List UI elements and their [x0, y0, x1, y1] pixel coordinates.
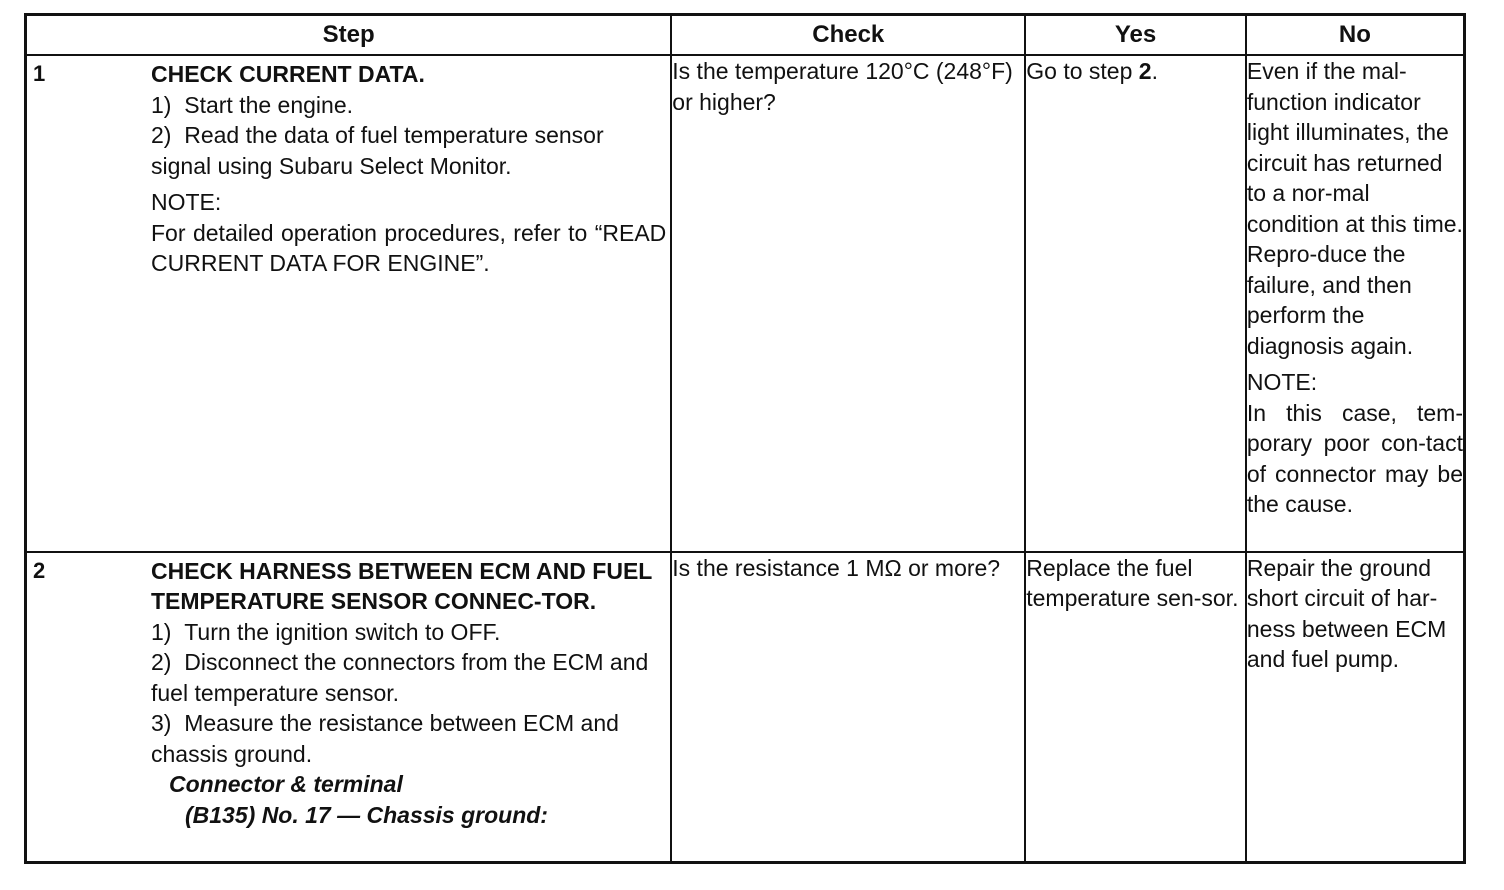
no-action: Even if the mal-function indicator light illuminates, the circuit has returned to a nor-mal condition at this time. Repro-duce the failure, and then perform the diagnosis again. [1246, 58, 1463, 359]
yes-suffix: . [1151, 58, 1158, 84]
check-question: Is the resistance 1 MΩ or more? [672, 554, 1001, 581]
step-number: 1 [33, 61, 46, 86]
yes-action: Replace the fuel temperature sen-sor. [1026, 554, 1239, 612]
step-instruction: 3) Measure the resistance between ECM and chassis ground. [151, 710, 619, 767]
connector-value: (B135) No. 17 — Chassis ground: [185, 801, 548, 828]
table-row [26, 55, 1465, 552]
step-title: CHECK HARNESS BETWEEN ECM AND FUEL TEMPERATURE SENSOR CONNEC-TOR. [151, 557, 652, 615]
check-cell [671, 55, 1025, 552]
no-note-text: In this case, tem-porary poor con-tact of connector may be the cause. [1246, 399, 1463, 517]
step-title: CHECK CURRENT DATA. [151, 61, 425, 87]
step-instruction: 2) Read the data of fuel temperature sensor signal using Subaru Select Monitor. [151, 122, 604, 179]
header-step: Step [26, 15, 672, 56]
no-note-label: NOTE: [1246, 369, 1318, 395]
yes-action [1026, 56, 1245, 87]
no-cell [1246, 552, 1465, 863]
header-row [26, 15, 1465, 56]
header-yes: Yes [1025, 15, 1246, 56]
header-no: No [1246, 15, 1465, 56]
note-label: NOTE: [151, 189, 222, 215]
note-text: For detailed operation procedures, refer to “READ CURRENT DATA FOR ENGINE”. [151, 219, 667, 276]
yes-cell [1025, 55, 1246, 552]
diagnostic-table [24, 13, 1466, 864]
table-row [26, 552, 1465, 863]
yes-step-ref: 2 [1138, 58, 1152, 84]
connector-label: Connector & terminal [169, 771, 403, 798]
header-check: Check [671, 15, 1025, 56]
step-instruction: 1) Turn the ignition switch to OFF. [151, 618, 501, 645]
step-instruction: 1) Start the engine. [151, 91, 354, 118]
step-number: 2 [33, 557, 46, 583]
yes-prefix: Go to step [1026, 58, 1139, 84]
check-question: Is the temperature 120°C (248°F) or higher? [672, 58, 1013, 115]
step-cell [26, 55, 672, 552]
no-action: Repair the ground short circuit of har-ness between ECM and fuel pump. [1246, 554, 1447, 673]
check-cell [671, 552, 1025, 863]
step-instruction: 2) Disconnect the connectors from the ECM and fuel temperature sensor. [151, 649, 649, 706]
step-cell [26, 552, 672, 863]
no-cell [1246, 55, 1465, 552]
yes-cell [1025, 552, 1246, 863]
